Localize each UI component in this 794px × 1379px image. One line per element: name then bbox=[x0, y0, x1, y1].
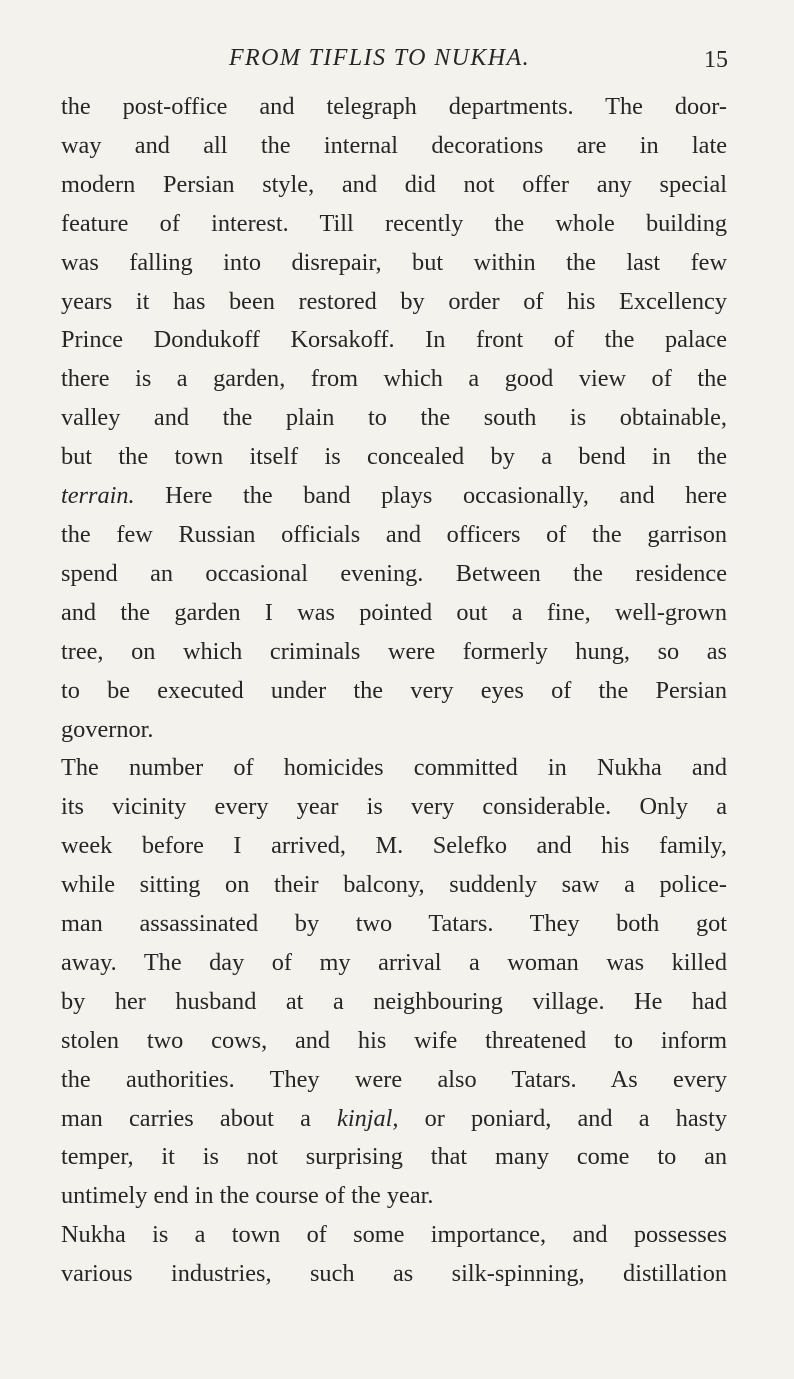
text-line: terrain. Here the band plays occasionally, and here bbox=[61, 482, 727, 510]
paragraph bbox=[61, 88, 727, 749]
text-line: the few Russian officials and officers of the garrison bbox=[61, 520, 727, 548]
text-line: the post-office and telegraph departments. The door- bbox=[61, 93, 727, 120]
text-line: was falling into disrepair, but within the last few bbox=[61, 248, 727, 276]
text-line: modern Persian style, and did not offer any special bbox=[61, 170, 727, 198]
body-text bbox=[61, 88, 727, 1294]
text-line: Nukha is a town of some importance, and possesses bbox=[61, 1221, 727, 1249]
text-line: feature of interest. Till recently the whole building bbox=[61, 209, 727, 237]
paragraph bbox=[61, 749, 727, 1216]
text-line: spend an occasional evening. Between the residence bbox=[61, 559, 727, 587]
text-line: but the town itself is concealed by a bend in the bbox=[61, 443, 727, 471]
page-number: 15 bbox=[704, 47, 728, 73]
text-line: tree, on which criminals were formerly hung, so as bbox=[61, 637, 727, 665]
text-line: its vicinity every year is very considerable. Only a bbox=[61, 793, 727, 821]
text-line: man assassinated by two Tatars. They both got bbox=[61, 910, 727, 938]
text-line: temper, it is not surprising that many come to an bbox=[61, 1143, 727, 1171]
text-line: untimely end in the course of the year. bbox=[61, 1182, 434, 1210]
running-title: FROM TIFLIS TO NUKHA. bbox=[229, 45, 530, 71]
text-line: various industries, such as silk-spinning, distillation bbox=[61, 1260, 727, 1288]
text-line: man carries about a kinjal, or poniard, and a hasty bbox=[61, 1104, 727, 1132]
text-line: while sitting on their balcony, suddenly saw a police- bbox=[61, 871, 727, 899]
text-line: valley and the plain to the south is obtainable, bbox=[61, 404, 727, 432]
text-line: and the garden I was pointed out a fine, well-grown bbox=[61, 598, 727, 626]
text-line: to be executed under the very eyes of the Persian bbox=[61, 676, 727, 704]
text-line: there is a garden, from which a good view of the bbox=[61, 365, 727, 393]
italic-term: terrain. bbox=[61, 482, 135, 510]
text-line: way and all the internal decorations are in late bbox=[61, 131, 727, 159]
text-line: years it has been restored by order of his Excellency bbox=[61, 287, 727, 315]
text-line: The number of homicides committed in Nukha and bbox=[61, 754, 727, 782]
text-line: away. The day of my arrival a woman was killed bbox=[61, 948, 727, 976]
text-line: the authorities. They were also Tatars. As every bbox=[61, 1065, 727, 1093]
text-line: week before I arrived, M. Selefko and his family, bbox=[61, 832, 727, 860]
text-line: governor. bbox=[61, 715, 154, 743]
text-line: stolen two cows, and his wife threatened to inform bbox=[61, 1026, 727, 1054]
running-head bbox=[0, 38, 794, 78]
paragraph bbox=[61, 1216, 727, 1294]
text-line: by her husband at a neighbouring village. He had bbox=[61, 987, 727, 1015]
text-line: Prince Dondukoff Korsakoff. In front of the palace bbox=[61, 326, 727, 354]
italic-term: kinjal, bbox=[337, 1104, 399, 1132]
